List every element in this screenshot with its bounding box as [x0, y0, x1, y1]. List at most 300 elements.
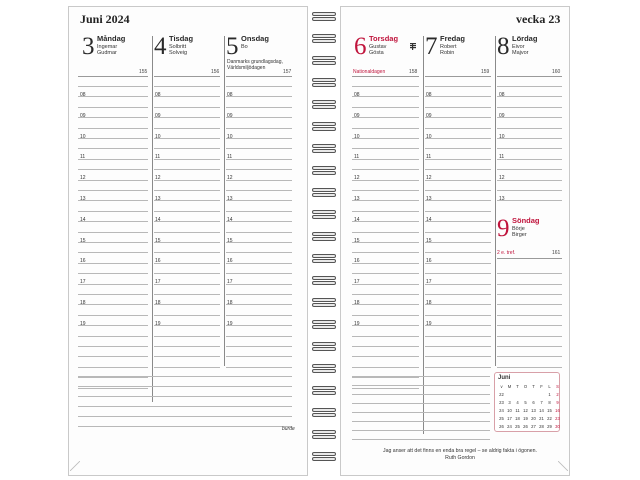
hour-label: 08: [227, 92, 233, 98]
mini-calendar-cell: 25: [499, 416, 504, 421]
day-of-year: 156: [211, 69, 220, 75]
ruled-line: [226, 86, 292, 87]
ruled-line: [226, 273, 292, 274]
ruled-line: [78, 376, 292, 377]
ruled-line: [425, 232, 491, 233]
ruled-line: [425, 159, 491, 160]
mini-calendar-header: M: [507, 384, 512, 389]
ruled-line: [226, 76, 292, 77]
ruled-line: [497, 76, 562, 77]
ruled-line: [352, 211, 419, 212]
ruled-line: [352, 294, 419, 295]
ruled-line: [352, 304, 419, 305]
ruled-line: [154, 304, 220, 305]
ruled-line: [352, 263, 419, 264]
ruled-line: [497, 128, 562, 129]
mini-calendar-cell: 9: [556, 400, 559, 405]
mini-calendar-cell: 22: [499, 392, 504, 397]
hour-label: 15: [426, 237, 432, 244]
ruled-line: [497, 273, 562, 274]
spiral-ring: [312, 166, 336, 170]
ruled-line: [226, 232, 292, 233]
ruled-line: [352, 242, 419, 243]
spiral-ring: [312, 149, 336, 153]
hour-label: 16: [354, 258, 360, 265]
ruled-line: [226, 169, 292, 170]
ruled-line: [226, 138, 292, 139]
ruled-line: [154, 315, 220, 316]
name-day: Majvor: [512, 50, 529, 56]
ruled-line: [425, 200, 491, 201]
spiral-ring: [312, 39, 336, 43]
hour-label: 09: [227, 112, 233, 119]
mini-calendar-cell: 14: [539, 408, 544, 413]
hour-label: 18: [80, 300, 86, 306]
hour-label: 12: [426, 175, 432, 182]
name-day: Robin: [440, 50, 455, 56]
hour-label: 08: [426, 92, 432, 98]
hour-label: 18: [227, 300, 233, 306]
day-of-year: 161: [552, 250, 561, 256]
ruled-line: [78, 396, 292, 397]
ruled-line: [425, 148, 491, 149]
hour-label: 13: [354, 196, 360, 202]
ruled-line: [154, 294, 220, 295]
day-number: 5: [226, 33, 239, 60]
hour-label: 12: [499, 175, 505, 182]
ruled-line: [352, 421, 490, 422]
ruled-line: [425, 211, 491, 212]
ruled-line: [425, 76, 491, 77]
ruled-line: [352, 190, 419, 191]
ruled-line: [78, 117, 148, 118]
name-day: Robert: [440, 44, 457, 50]
ruled-line: [352, 315, 419, 316]
hour-label: 18: [354, 300, 360, 306]
hour-label: 14: [155, 216, 161, 223]
spiral-ring: [312, 83, 336, 87]
spiral-ring: [312, 413, 336, 417]
ruled-line: [226, 284, 292, 285]
mini-calendar-cell: 26: [523, 424, 528, 429]
mini-calendar-cell: 23: [555, 416, 560, 421]
ruled-line: [425, 96, 491, 97]
mini-calendar-cell: 28: [539, 424, 544, 429]
ruled-line: [226, 356, 292, 357]
hour-label: 16: [155, 258, 161, 265]
ruled-line: [497, 169, 562, 170]
mini-calendar-cell: 10: [507, 408, 512, 413]
mini-calendar-header: S: [556, 384, 559, 389]
ruled-line: [352, 430, 490, 431]
hour-label: 11: [354, 154, 360, 161]
ruled-line: [154, 221, 220, 222]
mini-calendar-cell: 26: [499, 424, 504, 429]
hour-label: 09: [155, 112, 161, 119]
hour-label: 13: [227, 196, 233, 202]
ruled-line: [226, 367, 292, 368]
name-day: Ingemar: [97, 44, 118, 50]
mini-calendar-cell: 3: [508, 400, 511, 405]
holiday-note: Nationaldagen: [353, 69, 386, 75]
hour-label: 12: [354, 175, 360, 182]
spiral-ring: [312, 386, 336, 390]
hour-label: 09: [80, 112, 86, 119]
ruled-line: [78, 128, 148, 129]
ruled-line: [425, 284, 491, 285]
ruled-line: [352, 336, 419, 337]
mini-calendar-cell: 5: [524, 400, 527, 405]
ruled-line: [78, 426, 292, 427]
name-day: Birger: [512, 232, 527, 238]
ruled-line: [425, 221, 491, 222]
hour-label: 15: [155, 237, 161, 244]
ruled-line: [78, 190, 148, 191]
day-name: Torsdag: [369, 34, 399, 43]
ruled-line: [78, 325, 148, 326]
day-of-year: 159: [481, 69, 490, 75]
day-name: Lördag: [512, 34, 538, 43]
hour-label: 08: [155, 92, 161, 98]
ruled-line: [78, 96, 148, 97]
hour-label: 19: [426, 320, 432, 327]
ruled-line: [352, 180, 419, 181]
day-number: 8: [497, 33, 510, 60]
ruled-line: [78, 252, 148, 253]
ruled-line: [352, 376, 490, 377]
hour-label: 19: [354, 320, 360, 327]
hour-label: 13: [499, 196, 505, 202]
ruled-line: [425, 180, 491, 181]
day-of-year: 160: [552, 69, 561, 75]
mini-calendar-header: L: [548, 384, 551, 389]
day-number: 6: [354, 33, 367, 60]
mini-calendar-header: v: [500, 384, 503, 389]
spiral-ring: [312, 457, 336, 461]
hour-label: 11: [80, 154, 86, 161]
ruled-line: [497, 304, 562, 305]
ruled-line: [352, 138, 419, 139]
ruled-line: [78, 346, 148, 347]
hour-label: 12: [80, 175, 86, 182]
ruled-line: [78, 294, 148, 295]
spiral-ring: [312, 193, 336, 197]
ruled-line: [78, 263, 148, 264]
spiral-ring: [312, 122, 336, 126]
spiral-ring: [312, 391, 336, 395]
spiral-ring: [312, 171, 336, 175]
ruled-line: [352, 169, 419, 170]
mini-calendar-cell: 13: [531, 408, 536, 413]
ruled-line: [154, 117, 220, 118]
ruled-line: [425, 315, 491, 316]
day-name: Söndag: [512, 216, 540, 225]
hour-label: 10: [155, 133, 161, 140]
ruled-line: [352, 128, 419, 129]
quote: [350, 448, 570, 462]
spiral-ring: [312, 12, 336, 16]
ruled-line: [352, 273, 419, 274]
ruled-line: [154, 325, 220, 326]
column-divider: [495, 36, 496, 366]
ruled-line: [154, 367, 220, 368]
ruled-line: [497, 107, 562, 108]
mini-calendar-cell: 16: [555, 408, 560, 413]
day-number: 4: [154, 33, 167, 60]
ruled-line: [425, 336, 491, 337]
ruled-line: [352, 96, 419, 97]
mini-calendar-cell: 11: [515, 408, 520, 413]
hour-label: 10: [499, 133, 505, 140]
hour-label: 12: [227, 175, 233, 182]
ruled-line: [154, 169, 220, 170]
ruled-line: [497, 200, 562, 201]
ruled-line: [154, 273, 220, 274]
ruled-line: [497, 315, 562, 316]
spiral-ring: [312, 281, 336, 285]
hour-label: 16: [426, 258, 432, 265]
ruled-line: [352, 159, 419, 160]
ruled-line: [352, 325, 419, 326]
hour-label: 15: [80, 237, 86, 244]
name-day: Börje: [512, 226, 525, 232]
ruled-line: [78, 159, 148, 160]
ruled-line: [352, 252, 419, 253]
spiral-ring: [312, 17, 336, 21]
hour-label: 14: [227, 216, 233, 223]
spiral-ring: [312, 100, 336, 104]
day-number: 7: [425, 33, 438, 60]
mini-calendar-cell: 15: [547, 408, 552, 413]
day-number: 3: [82, 33, 95, 60]
ruled-line: [352, 388, 419, 389]
ruled-line: [226, 252, 292, 253]
column-divider: [152, 36, 153, 402]
mini-calendar-header: F: [540, 384, 543, 389]
mini-calendar: [494, 372, 560, 432]
day-of-year: 157: [283, 69, 292, 75]
ruled-line: [78, 107, 148, 108]
ruled-line: [425, 294, 491, 295]
day-number: 9: [497, 215, 510, 242]
ruled-line: [226, 294, 292, 295]
ruled-line: [78, 76, 148, 77]
ruled-line: [425, 273, 491, 274]
ruled-line: [154, 138, 220, 139]
ruled-line: [154, 96, 220, 97]
quote-text: Jag anser att det finns en enda bra regel – se aldrig fakta i ögonen.: [383, 448, 537, 454]
hour-label: 19: [227, 320, 233, 327]
mini-calendar-header: T: [532, 384, 535, 389]
ruled-line: [78, 336, 148, 337]
mini-calendar-header: O: [523, 384, 528, 389]
spiral-ring: [312, 127, 336, 131]
hour-label: 11: [426, 154, 432, 161]
spiral-ring: [312, 61, 336, 65]
ruled-line: [78, 211, 148, 212]
mini-calendar-cell: 1: [548, 392, 551, 397]
hour-label: 10: [354, 133, 360, 140]
ruled-line: [154, 190, 220, 191]
week-title: vecka 23: [516, 12, 561, 26]
mini-calendar-month: Juni: [498, 375, 511, 381]
ruled-line: [352, 403, 490, 404]
ruled-line: [352, 76, 419, 77]
ruled-line: [425, 128, 491, 129]
ruled-line: [154, 242, 220, 243]
spiral-ring: [312, 188, 336, 192]
hour-label: 12: [155, 175, 161, 182]
spiral-ring: [312, 276, 336, 280]
ruled-line: [78, 148, 148, 149]
spiral-ring: [312, 78, 336, 82]
name-day: Solbritt: [169, 44, 187, 50]
ruled-line: [497, 356, 562, 357]
mini-calendar-cell: 29: [547, 424, 552, 429]
hour-label: 13: [155, 196, 161, 202]
ruled-line: [78, 86, 148, 87]
day-of-year: 155: [139, 69, 148, 75]
spiral-ring: [312, 325, 336, 329]
hour-label: 08: [80, 92, 86, 98]
ruled-line: [497, 190, 562, 191]
spiral-ring: [312, 254, 336, 258]
ruled-line: [497, 159, 562, 160]
mini-calendar-cell: 19: [523, 416, 528, 421]
hour-label: 17: [426, 279, 432, 286]
ruled-line: [425, 107, 491, 108]
mini-calendar-cell: 22: [547, 416, 552, 421]
hour-label: 17: [227, 279, 233, 286]
ruled-line: [352, 200, 419, 201]
hour-label: 08: [354, 92, 360, 98]
spiral-ring: [312, 452, 336, 456]
ruled-line: [78, 200, 148, 201]
ruled-line: [154, 284, 220, 285]
holiday-note: Världsmiljödagen: [227, 65, 266, 71]
ruled-line: [352, 367, 419, 368]
mini-calendar-cell: 7: [540, 400, 543, 405]
ruled-line: [226, 242, 292, 243]
hour-label: 14: [354, 216, 360, 223]
spiral-ring: [312, 210, 336, 214]
ruled-line: [497, 284, 562, 285]
mini-calendar-cell: 8: [548, 400, 551, 405]
ruled-line: [352, 284, 419, 285]
day-of-year: 158: [409, 69, 418, 75]
ruled-line: [154, 200, 220, 201]
hour-label: 09: [499, 112, 505, 119]
ruled-line: [78, 406, 292, 407]
ruled-line: [425, 169, 491, 170]
ruled-line: [425, 190, 491, 191]
mini-calendar-cell: 6: [532, 400, 535, 405]
ruled-line: [497, 346, 562, 347]
mini-calendar-cell: 18: [515, 416, 520, 421]
ruled-line: [352, 86, 419, 87]
ruled-line: [226, 346, 292, 347]
spiral-ring: [312, 34, 336, 38]
ruled-line: [497, 336, 562, 337]
ruled-line: [352, 412, 490, 413]
mini-calendar-cell: 30: [555, 424, 560, 429]
ruled-line: [352, 356, 419, 357]
ruled-line: [497, 367, 562, 368]
hour-label: 10: [80, 133, 86, 140]
mini-calendar-cell: 20: [531, 416, 536, 421]
sunday-note: 2 e. tref.: [497, 250, 516, 256]
mini-calendar-cell: 2: [556, 392, 559, 397]
ruled-line: [226, 200, 292, 201]
spiral-ring: [312, 303, 336, 307]
ruled-line: [226, 190, 292, 191]
spiral-ring: [312, 430, 336, 434]
day-name: Fredag: [440, 34, 466, 43]
quote-author: Ruth Gordon: [445, 455, 475, 461]
hour-label: 15: [227, 237, 233, 244]
corner-fold-icon: [70, 458, 80, 468]
name-day: Bo: [241, 44, 248, 50]
ruled-line: [425, 117, 491, 118]
ruled-line: [497, 180, 562, 181]
ruled-line: [226, 336, 292, 337]
spiral-ring: [312, 364, 336, 368]
ruled-line: [226, 211, 292, 212]
spiral-ring: [312, 347, 336, 351]
ruled-line: [352, 385, 490, 386]
ruled-line: [226, 159, 292, 160]
ruled-line: [78, 273, 148, 274]
hour-label: 11: [499, 154, 505, 161]
ruled-line: [226, 304, 292, 305]
spiral-ring: [312, 259, 336, 263]
ruled-line: [425, 356, 491, 357]
ruled-line: [226, 263, 292, 264]
hour-label: 13: [426, 196, 432, 202]
hour-label: 19: [80, 320, 86, 327]
ruled-line: [154, 252, 220, 253]
hour-label: 18: [155, 300, 161, 306]
ruled-line: [78, 138, 148, 139]
ruled-line: [154, 263, 220, 264]
holiday-note: Danmarks grundlagsdag,: [227, 59, 283, 65]
ruled-line: [425, 242, 491, 243]
day-name: Måndag: [97, 34, 126, 43]
ruled-line: [78, 377, 148, 378]
spiral-ring: [312, 215, 336, 219]
name-day: Gustav: [369, 44, 387, 50]
ruled-line: [78, 356, 148, 357]
ruled-line: [226, 128, 292, 129]
ruled-line: [226, 148, 292, 149]
ruled-line: [78, 315, 148, 316]
ruled-line: [497, 86, 562, 87]
ruled-line: [154, 180, 220, 181]
month-year-title: Juni 2024: [80, 12, 130, 26]
mini-calendar-cell: 25: [515, 424, 520, 429]
name-day: Eivor: [512, 44, 525, 50]
spiral-ring: [312, 105, 336, 109]
hour-label: 18: [426, 300, 432, 306]
ruled-line: [78, 169, 148, 170]
ruled-line: [352, 394, 490, 395]
spiral-ring: [312, 408, 336, 412]
ruled-line: [352, 221, 419, 222]
mini-calendar-cell: 27: [531, 424, 536, 429]
ruled-line: [78, 180, 148, 181]
ruled-line: [154, 336, 220, 337]
flag-icon: [410, 37, 416, 44]
